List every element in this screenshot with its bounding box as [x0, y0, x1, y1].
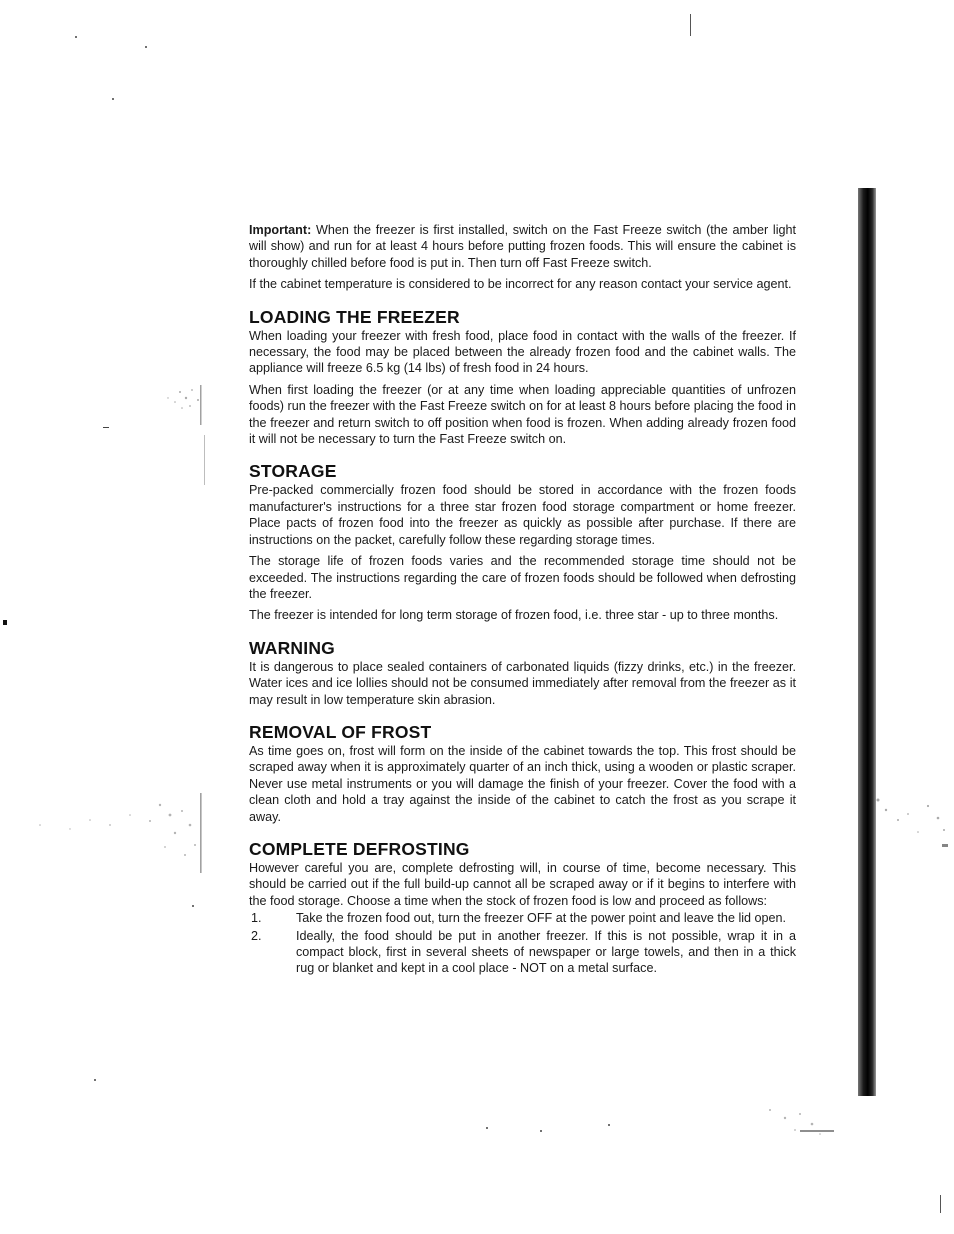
intro-paragraph-important — [249, 222, 796, 271]
scan-edge-shadow — [858, 188, 876, 1096]
storage-paragraph-1: Pre-packed commercially frozen food should be stored in accordance with the frozen foods manufacturer's instructions for a three star frozen food storage compartment or home freezer. Place pacts of frozen food into the freezer as quickly as possible after purchase. If there are instructions on the packet, carefully follow these regarding storage times. — [249, 483, 796, 547]
list-item — [249, 910, 796, 926]
scan-speck — [94, 1079, 96, 1081]
heading-removal-of-frost: REMOVAL OF FROST — [249, 721, 432, 742]
scan-speck — [145, 46, 147, 48]
heading-loading-the-freezer: LOADING THE FREEZER — [249, 306, 460, 327]
scan-speck — [103, 427, 109, 428]
important-label: Important: — [249, 223, 312, 237]
scan-mark — [690, 14, 691, 36]
important-text: When the freezer is first installed, switch on the Fast Freeze switch (the amber light will show) and run for at least 4 hours before putting frozen foods. This will ensure the cabinet is thoroughly chilled before food is put in. Then turn off Fast Freeze switch. — [249, 223, 796, 270]
intro-paragraph-service: If the cabinet temperature is considered to be incorrect for any reason contact your service agent. — [249, 277, 792, 292]
scan-smudge-bottom — [740, 1100, 850, 1160]
step-text: Take the frozen food out, turn the freezer OFF at the power point and leave the lid open. — [296, 911, 787, 926]
scan-smudge-left-lower — [10, 785, 210, 880]
scan-speck — [192, 905, 194, 907]
scan-speck — [540, 1130, 542, 1132]
document-body — [249, 222, 796, 978]
step-text: Ideally, the food should be put in another freezer. If this is not possible, wrap it in a compact block, first in several sheets of newspaper or large towels, and then in a thick rug or blanket and kept in a cool place - NOT on a metal surface. — [296, 928, 796, 976]
heading-warning: WARNING — [249, 637, 335, 658]
loading-paragraph-1: When loading your freezer with fresh food, place food in contact with the walls of the freezer. If necessary, the food may be placed between the already frozen food and the cabinet walls. The appliance will freeze 6.5 kg (14 lbs) of fresh food in 24 hours. — [249, 328, 796, 376]
step-number: 1. — [251, 911, 262, 926]
step-number: 2. — [251, 928, 262, 943]
scan-speck — [3, 620, 7, 625]
heading-complete-defrosting: COMPLETE DEFROSTING — [249, 838, 470, 859]
scan-mark — [940, 1195, 941, 1213]
warning-paragraph: It is dangerous to place sealed containers of carbonated liquids (fizzy drinks, etc.) in the freezer. Water ices and ice lollies should not be consumed immediately after removal from the freezer as it may result in low temperature skin abrasion. — [249, 659, 796, 707]
scan-speck — [486, 1127, 488, 1129]
scan-smudge-left-upper — [120, 380, 210, 490]
defrosting-steps-list — [249, 910, 796, 977]
heading-storage: STORAGE — [249, 461, 337, 482]
scan-speck — [75, 36, 77, 38]
defrosting-paragraph: However careful you are, complete defrosting will, in course of time, become necessary. This should be carried out if the full build-up cannot all be scraped away or if it begins to interfere with the food storage. Choose a time when the stock of frozen food is low and proceed as follows: — [249, 860, 796, 908]
storage-paragraph-2: The storage life of frozen foods varies and the recommended storage time should not be exceeded. The instructions regarding the care of frozen foods should be followed when defrosting the freezer. — [249, 554, 796, 601]
scan-smudge-right — [868, 770, 954, 870]
scan-speck — [112, 98, 114, 100]
list-item — [249, 928, 796, 977]
scan-speck — [608, 1124, 610, 1126]
removal-paragraph: As time goes on, frost will form on the inside of the cabinet towards the top. This frost should be scraped away when it is approximately quarter of an inch thick, using a wooden or plastic scraper. Never use metal instruments or you will damage the finish of your freezer. Cover the food with a clean cloth and hold a tray against the inside of the cabinet to catch the frost as you scrape it away. — [249, 743, 796, 824]
storage-paragraph-3: The freezer is intended for long term storage of frozen food, i.e. three star - up to three months. — [249, 608, 779, 623]
loading-paragraph-2: When first loading the freezer (or at any time when loading appreciable quantities of unfrozen foods) run the freezer with the Fast Freeze switch on for at least 8 hours before placing the food in the freezer and return switch to off position when food is frozen. When adding already frozen food it will not be necessary to turn the Fast Freeze switch on. — [249, 382, 796, 447]
